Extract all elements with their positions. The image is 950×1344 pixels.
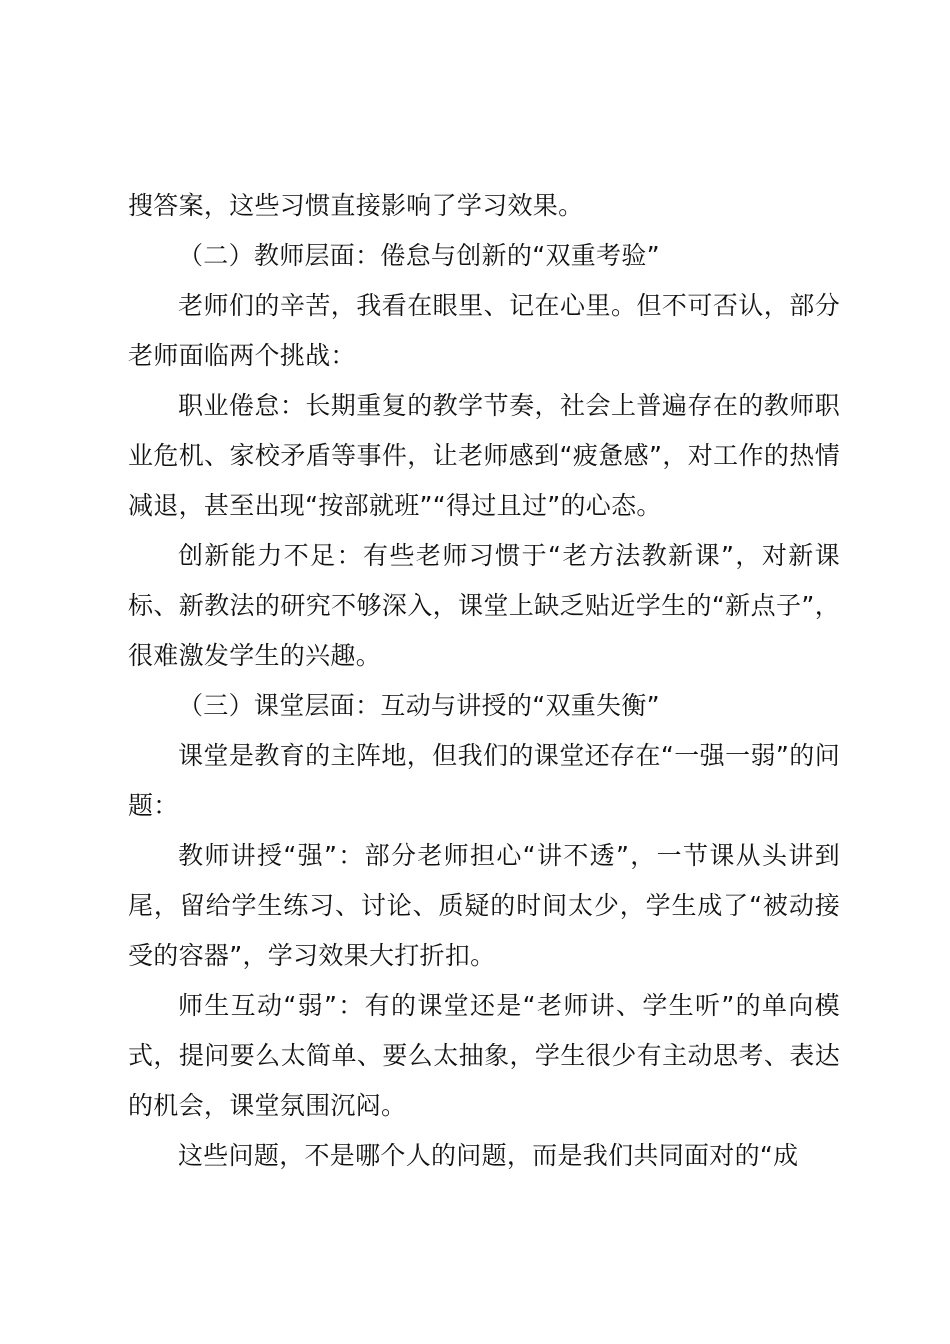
paragraph-continuation: 搜答案，这些习惯直接影响了学习效果。 [128,191,584,220]
section-heading-classroom: （三）课堂层面：互动与讲授的“双重失衡” [178,691,660,720]
paragraph-shared-problems: 这些问题，不是哪个人的问题，而是我们共同面对的“成 [178,1141,799,1170]
section-heading-teachers: （二）教师层面：倦怠与创新的“双重考验” [178,241,660,270]
paragraph-job-burnout: 职业倦怠：长期重复的教学节奏，社会上普遍存在的教师职业危机、家校矛盾等事件，让老师感到“疲惫感”，对工作的热情减退，甚至出现“按部就班”“得过且过”的心态。 [128,391,840,520]
paragraph-teacher-challenges: 老师们的辛苦，我看在眼里、记在心里。但不可否认，部分老师面临两个挑战： [128,291,840,370]
paragraph-teacher-lecturing: 教师讲授“强”：部分老师担心“讲不透”，一节课从头讲到尾，留给学生练习、讨论、质疑的时间太少，学生成了“被动接受的容器”，学习效果大打折扣。 [128,841,840,970]
paragraph-innovation-lacking: 创新能力不足：有些老师习惯于“老方法教新课”，对新课标、新教法的研究不够深入，课堂上缺乏贴近学生的“新点子”，很难激发学生的兴趣。 [128,541,840,670]
document-body [128,181,840,1181]
paragraph-classroom-problems: 课堂是教育的主阵地，但我们的课堂还存在“一强一弱”的问题： [128,741,840,820]
paragraph-interaction-weak: 师生互动“弱”：有的课堂还是“老师讲、学生听”的单向模式，提问要么太简单、要么太抽象，学生很少有主动思考、表达的机会，课堂氛围沉闷。 [128,991,840,1120]
